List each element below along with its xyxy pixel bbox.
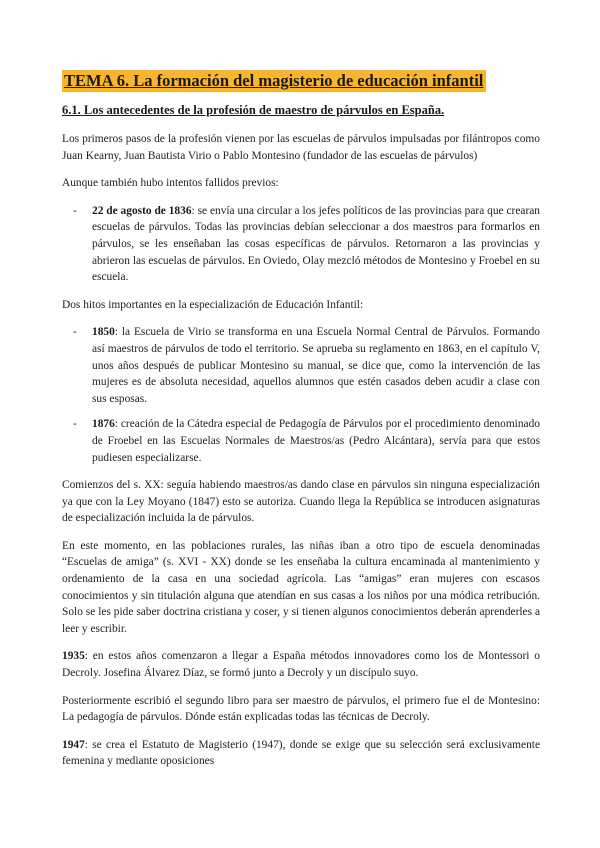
item-text: : la Escuela de Virio se transforma en una Escuela Normal Central de Párvulos. Formando así maestros de párvulos de todo el territorio. Se aprueba su reglamento en 1863, en el capítulo V, unos años después de publicar Montesino su manual, se dice que, como la intervención de las mujeres es de absoluta necesidad, aquellos alumnos que estén casados deben acudir a clase con sus esposas.: [92, 326, 540, 405]
dash-bullet: -: [73, 204, 77, 217]
list-item: [62, 203, 540, 286]
rural-schools-paragraph: En este momento, en las poblaciones rurales, las niñas iban a otro tipo de escuela denominadas “Escuelas de amiga” (s. XVI - XX) donde se les enseñaba la cultura encaminada al mantenimiento y ordenamiento de la casa en una sociedad agrícola. Las “amigas” eran mujeres con escasos conocimientos y sin titulación alguna que atendían en sus casas a los niños por una módica retribución. Solo se les pide saber doctrina cristiana y coser, y si tienen algunos conocimientos deberán aprenderles a leer y escribir.: [62, 539, 540, 635]
dash-bullet: -: [73, 418, 77, 431]
early-xx-paragraph: Comienzos del s. XX: seguía habiendo maestros/as dando clase en párvulos sin ninguna especialización ya que con la Ley Moyano (1847) esto se autoriza. Cuando llega la República se introducen asignaturas de especialización incluida la de párvulos.: [62, 479, 540, 525]
year-1947-paragraph: [62, 737, 540, 770]
milestones-list: [62, 324, 540, 466]
item-date: 22 de agosto de 1836: [92, 204, 192, 217]
milestones-intro: Dos hitos importantes en la especialización de Educación Infantil:: [62, 298, 364, 311]
page-title: TEMA 6. La formación del magisterio de educación infantil: [62, 70, 486, 92]
list-item: [62, 324, 540, 407]
year-1935-paragraph: [62, 648, 540, 681]
paragraph-text: : en estos años comenzaron a llegar a España métodos innovadores como los de Montessori o Decroly. Josefina Álvarez Díaz, se formó junto a Decroly y un discípulo suyo.: [62, 650, 540, 680]
paragraph-text: : se crea el Estatuto de Magisterio (1947), donde se exige que su selección será exclusivamente femenina y mediante oposiciones: [62, 738, 540, 768]
paragraph-date: 1935: [62, 650, 85, 663]
item-date: 1876: [92, 418, 115, 431]
intro-paragraph: Los primeros pasos de la profesión vienen por las escuelas de párvulos impulsadas por filántropos como Juan Kearny, Juan Bautista Virio o Pablo Montesino (fundador de las escuelas de párvulos): [62, 133, 540, 162]
item-text: : creación de la Cátedra especial de Pedagogía de Párvulos por el procedimiento denominado de Froebel en las Escuelas Normales de Maestros/as (Pedro Alcántara), servía para que estos pudiesen especializarse.: [92, 418, 540, 464]
item-date: 1850: [92, 326, 115, 339]
dash-bullet: -: [73, 326, 77, 339]
item-text: : se envía una circular a los jefes políticos de las provincias para que crearan escuelas de párvulos. Todas las provincias debían seleccionar a dos maestros para formarlos en párvulos, se les enseñaban las cosas específicas de párvulos. Retornaron a las provincias y abrieron las escuelas de párvulos. En Oviedo, Olay mezcló métodos de Montesino y Froebel en su escuela.: [92, 204, 540, 284]
paragraph-date: 1947: [62, 738, 85, 751]
montesino-paragraph: Posteriormente escribió el segundo libro para ser maestro de párvulos, el primero fue el de Montesino: La pedagogía de párvulos. Dónde están explicadas todas las técnicas de Decroly.: [62, 694, 540, 724]
failed-attempts-intro: Aunque también hubo intentos fallidos previos:: [62, 177, 279, 190]
list-item: [62, 416, 540, 466]
section-heading: 6.1. Los antecedentes de la profesión de maestro de párvulos en España.: [62, 103, 445, 117]
failed-attempts-list: [62, 203, 540, 286]
